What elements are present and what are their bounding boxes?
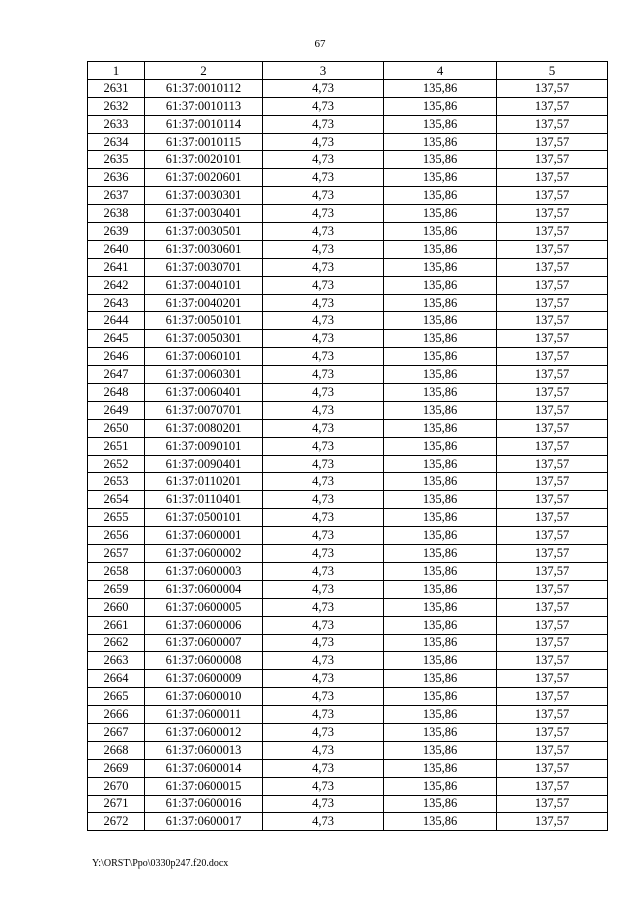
cadastral-number-cell: 61:37:0600002 — [145, 545, 263, 563]
value-cell-3: 4,73 — [263, 276, 384, 294]
value-cell-5: 137,57 — [497, 670, 608, 688]
row-number-cell: 2635 — [88, 151, 145, 169]
cadastral-number-cell: 61:37:0600003 — [145, 562, 263, 580]
cadastral-number-cell: 61:37:0030701 — [145, 258, 263, 276]
table-row — [88, 151, 608, 169]
row-number-cell: 2668 — [88, 741, 145, 759]
table-row — [88, 545, 608, 563]
row-number-cell: 2644 — [88, 312, 145, 330]
row-number-cell: 2658 — [88, 562, 145, 580]
value-cell-5: 137,57 — [497, 115, 608, 133]
value-cell-5: 137,57 — [497, 312, 608, 330]
value-cell-5: 137,57 — [497, 401, 608, 419]
page-number: 67 — [314, 38, 326, 50]
cadastral-number-cell: 61:37:0110401 — [145, 491, 263, 509]
row-number-cell: 2645 — [88, 330, 145, 348]
cadastral-number-cell: 61:37:0600006 — [145, 616, 263, 634]
cadastral-number-cell: 61:37:0040201 — [145, 294, 263, 312]
row-number-cell: 2634 — [88, 133, 145, 151]
value-cell-3: 4,73 — [263, 634, 384, 652]
value-cell-5: 137,57 — [497, 384, 608, 402]
cadastral-number-cell: 61:37:0060401 — [145, 384, 263, 402]
cadastral-number-cell: 61:37:0050101 — [145, 312, 263, 330]
value-cell-4: 135,86 — [384, 580, 497, 598]
value-cell-5: 137,57 — [497, 258, 608, 276]
row-number-cell: 2654 — [88, 491, 145, 509]
row-number-cell: 2637 — [88, 187, 145, 205]
cadastral-number-cell: 61:37:0600010 — [145, 688, 263, 706]
cadastral-number-cell: 61:37:0500101 — [145, 509, 263, 527]
value-cell-3: 4,73 — [263, 580, 384, 598]
row-number-cell: 2632 — [88, 97, 145, 115]
row-number-cell: 2639 — [88, 223, 145, 241]
table-row — [88, 652, 608, 670]
table-row — [88, 384, 608, 402]
table-row — [88, 115, 608, 133]
cadastral-number-cell: 61:37:0050301 — [145, 330, 263, 348]
table-row — [88, 580, 608, 598]
table-row — [88, 169, 608, 187]
row-number-cell: 2664 — [88, 670, 145, 688]
row-number-cell: 2672 — [88, 813, 145, 831]
cadastral-number-cell: 61:37:0010112 — [145, 79, 263, 97]
value-cell-5: 137,57 — [497, 240, 608, 258]
table-row — [88, 401, 608, 419]
value-cell-4: 135,86 — [384, 79, 497, 97]
table-row — [88, 312, 608, 330]
row-number-cell: 2647 — [88, 366, 145, 384]
table-row — [88, 419, 608, 437]
value-cell-5: 137,57 — [497, 580, 608, 598]
value-cell-5: 137,57 — [497, 419, 608, 437]
value-cell-4: 135,86 — [384, 777, 497, 795]
value-cell-5: 137,57 — [497, 741, 608, 759]
row-number-cell: 2652 — [88, 455, 145, 473]
table-row — [88, 688, 608, 706]
value-cell-3: 4,73 — [263, 795, 384, 813]
table-row — [88, 473, 608, 491]
value-cell-3: 4,73 — [263, 223, 384, 241]
value-cell-4: 135,86 — [384, 276, 497, 294]
value-cell-5: 137,57 — [497, 366, 608, 384]
row-number-cell: 2651 — [88, 437, 145, 455]
value-cell-5: 137,57 — [497, 223, 608, 241]
value-cell-4: 135,86 — [384, 455, 497, 473]
table-row — [88, 276, 608, 294]
cadastral-number-cell: 61:37:0600007 — [145, 634, 263, 652]
cadastral-number-cell: 61:37:0090101 — [145, 437, 263, 455]
value-cell-3: 4,73 — [263, 545, 384, 563]
value-cell-3: 4,73 — [263, 79, 384, 97]
value-cell-5: 137,57 — [497, 652, 608, 670]
table-row — [88, 455, 608, 473]
value-cell-3: 4,73 — [263, 562, 384, 580]
value-cell-3: 4,73 — [263, 437, 384, 455]
value-cell-3: 4,73 — [263, 616, 384, 634]
table-row — [88, 437, 608, 455]
row-number-cell: 2661 — [88, 616, 145, 634]
row-number-cell: 2648 — [88, 384, 145, 402]
value-cell-3: 4,73 — [263, 294, 384, 312]
value-cell-4: 135,86 — [384, 706, 497, 724]
value-cell-3: 4,73 — [263, 527, 384, 545]
value-cell-5: 137,57 — [497, 634, 608, 652]
row-number-cell: 2638 — [88, 205, 145, 223]
row-number-cell: 2665 — [88, 688, 145, 706]
row-number-cell: 2659 — [88, 580, 145, 598]
value-cell-3: 4,73 — [263, 133, 384, 151]
value-cell-4: 135,86 — [384, 294, 497, 312]
cadastral-number-cell: 61:37:0060101 — [145, 348, 263, 366]
cadastral-number-cell: 61:37:0110201 — [145, 473, 263, 491]
table-row — [88, 741, 608, 759]
value-cell-5: 137,57 — [497, 205, 608, 223]
value-cell-4: 135,86 — [384, 240, 497, 258]
value-cell-5: 137,57 — [497, 437, 608, 455]
value-cell-5: 137,57 — [497, 706, 608, 724]
value-cell-5: 137,57 — [497, 509, 608, 527]
value-cell-5: 137,57 — [497, 348, 608, 366]
value-cell-5: 137,57 — [497, 491, 608, 509]
table-row — [88, 706, 608, 724]
value-cell-5: 137,57 — [497, 330, 608, 348]
column-header-5: 5 — [497, 62, 608, 80]
cadastral-number-cell: 61:37:0600017 — [145, 813, 263, 831]
value-cell-3: 4,73 — [263, 706, 384, 724]
cadastral-number-cell: 61:37:0030601 — [145, 240, 263, 258]
value-cell-4: 135,86 — [384, 616, 497, 634]
cadastral-number-cell: 61:37:0600011 — [145, 706, 263, 724]
value-cell-3: 4,73 — [263, 258, 384, 276]
value-cell-4: 135,86 — [384, 527, 497, 545]
cadastral-number-cell: 61:37:0600009 — [145, 670, 263, 688]
cadastral-number-cell: 61:37:0010114 — [145, 115, 263, 133]
value-cell-4: 135,86 — [384, 97, 497, 115]
value-cell-4: 135,86 — [384, 312, 497, 330]
cadastral-number-cell: 61:37:0600001 — [145, 527, 263, 545]
row-number-cell: 2656 — [88, 527, 145, 545]
value-cell-3: 4,73 — [263, 169, 384, 187]
cadastral-number-cell: 61:37:0030501 — [145, 223, 263, 241]
table-row — [88, 670, 608, 688]
cadastral-number-cell: 61:37:0020101 — [145, 151, 263, 169]
value-cell-4: 135,86 — [384, 545, 497, 563]
row-number-cell: 2655 — [88, 509, 145, 527]
row-number-cell: 2643 — [88, 294, 145, 312]
value-cell-4: 135,86 — [384, 348, 497, 366]
row-number-cell: 2640 — [88, 240, 145, 258]
value-cell-4: 135,86 — [384, 330, 497, 348]
value-cell-4: 135,86 — [384, 401, 497, 419]
cadastral-number-cell: 61:37:0600015 — [145, 777, 263, 795]
value-cell-3: 4,73 — [263, 401, 384, 419]
row-number-cell: 2660 — [88, 598, 145, 616]
cadastral-number-cell: 61:37:0600013 — [145, 741, 263, 759]
value-cell-4: 135,86 — [384, 741, 497, 759]
value-cell-5: 137,57 — [497, 455, 608, 473]
row-number-cell: 2667 — [88, 723, 145, 741]
value-cell-3: 4,73 — [263, 759, 384, 777]
table-row — [88, 813, 608, 831]
value-cell-3: 4,73 — [263, 688, 384, 706]
value-cell-5: 137,57 — [497, 562, 608, 580]
value-cell-5: 137,57 — [497, 777, 608, 795]
value-cell-5: 137,57 — [497, 598, 608, 616]
table-row — [88, 205, 608, 223]
cadastral-number-cell: 61:37:0600014 — [145, 759, 263, 777]
value-cell-5: 137,57 — [497, 759, 608, 777]
value-cell-4: 135,86 — [384, 419, 497, 437]
cadastral-number-cell: 61:37:0040101 — [145, 276, 263, 294]
cadastral-number-cell: 61:37:0060301 — [145, 366, 263, 384]
value-cell-4: 135,86 — [384, 598, 497, 616]
value-cell-3: 4,73 — [263, 330, 384, 348]
value-cell-4: 135,86 — [384, 437, 497, 455]
row-number-cell: 2642 — [88, 276, 145, 294]
row-number-cell: 2646 — [88, 348, 145, 366]
value-cell-5: 137,57 — [497, 169, 608, 187]
table-row — [88, 348, 608, 366]
value-cell-4: 135,86 — [384, 169, 497, 187]
value-cell-4: 135,86 — [384, 187, 497, 205]
cadastral-number-cell: 61:37:0010115 — [145, 133, 263, 151]
value-cell-5: 137,57 — [497, 688, 608, 706]
value-cell-3: 4,73 — [263, 205, 384, 223]
value-cell-4: 135,86 — [384, 133, 497, 151]
row-number-cell: 2663 — [88, 652, 145, 670]
cadastral-number-cell: 61:37:0600016 — [145, 795, 263, 813]
table-row — [88, 491, 608, 509]
value-cell-4: 135,86 — [384, 223, 497, 241]
value-cell-3: 4,73 — [263, 419, 384, 437]
table-row — [88, 598, 608, 616]
row-number-cell: 2666 — [88, 706, 145, 724]
footer-file-path: Y:\ORST\Ppo\0330p247.f20.docx — [92, 858, 229, 869]
value-cell-3: 4,73 — [263, 97, 384, 115]
value-cell-5: 137,57 — [497, 723, 608, 741]
value-cell-3: 4,73 — [263, 455, 384, 473]
value-cell-3: 4,73 — [263, 813, 384, 831]
value-cell-3: 4,73 — [263, 366, 384, 384]
column-header-3: 3 — [263, 62, 384, 80]
cadastral-number-cell: 61:37:0600008 — [145, 652, 263, 670]
row-number-cell: 2650 — [88, 419, 145, 437]
column-header-4: 4 — [384, 62, 497, 80]
cadastral-number-cell: 61:37:0600012 — [145, 723, 263, 741]
table-row — [88, 240, 608, 258]
value-cell-4: 135,86 — [384, 652, 497, 670]
table-row — [88, 79, 608, 97]
value-cell-3: 4,73 — [263, 312, 384, 330]
row-number-cell: 2657 — [88, 545, 145, 563]
row-number-cell: 2653 — [88, 473, 145, 491]
value-cell-4: 135,86 — [384, 723, 497, 741]
value-cell-4: 135,86 — [384, 473, 497, 491]
table-row — [88, 133, 608, 151]
row-number-cell: 2670 — [88, 777, 145, 795]
value-cell-5: 137,57 — [497, 294, 608, 312]
value-cell-4: 135,86 — [384, 795, 497, 813]
cadastral-number-cell: 61:37:0030301 — [145, 187, 263, 205]
table-row — [88, 258, 608, 276]
value-cell-3: 4,73 — [263, 473, 384, 491]
table-row — [88, 723, 608, 741]
row-number-cell: 2641 — [88, 258, 145, 276]
row-number-cell: 2649 — [88, 401, 145, 419]
cadastral-number-cell: 61:37:0030401 — [145, 205, 263, 223]
value-cell-3: 4,73 — [263, 509, 384, 527]
cadastral-number-cell: 61:37:0080201 — [145, 419, 263, 437]
table-row — [88, 616, 608, 634]
row-number-cell: 2636 — [88, 169, 145, 187]
value-cell-5: 137,57 — [497, 473, 608, 491]
value-cell-3: 4,73 — [263, 151, 384, 169]
value-cell-5: 137,57 — [497, 545, 608, 563]
value-cell-3: 4,73 — [263, 723, 384, 741]
value-cell-3: 4,73 — [263, 115, 384, 133]
value-cell-4: 135,86 — [384, 509, 497, 527]
cadastral-number-cell: 61:37:0070701 — [145, 401, 263, 419]
table-row — [88, 366, 608, 384]
value-cell-5: 137,57 — [497, 133, 608, 151]
value-cell-5: 137,57 — [497, 813, 608, 831]
cadastral-number-cell: 61:37:0010113 — [145, 97, 263, 115]
value-cell-4: 135,86 — [384, 115, 497, 133]
value-cell-5: 137,57 — [497, 616, 608, 634]
table-row — [88, 795, 608, 813]
row-number-cell: 2671 — [88, 795, 145, 813]
row-number-cell: 2633 — [88, 115, 145, 133]
table-row — [88, 509, 608, 527]
table-row — [88, 330, 608, 348]
value-cell-4: 135,86 — [384, 205, 497, 223]
value-cell-3: 4,73 — [263, 598, 384, 616]
row-number-cell: 2662 — [88, 634, 145, 652]
value-cell-4: 135,86 — [384, 562, 497, 580]
value-cell-5: 137,57 — [497, 276, 608, 294]
table-row — [88, 294, 608, 312]
value-cell-4: 135,86 — [384, 670, 497, 688]
cadastral-number-cell: 61:37:0600004 — [145, 580, 263, 598]
table-header-row — [88, 62, 608, 80]
value-cell-3: 4,73 — [263, 777, 384, 795]
value-cell-4: 135,86 — [384, 491, 497, 509]
cadastral-number-cell: 61:37:0600005 — [145, 598, 263, 616]
value-cell-5: 137,57 — [497, 151, 608, 169]
value-cell-4: 135,86 — [384, 813, 497, 831]
table-row — [88, 562, 608, 580]
row-number-cell: 2669 — [88, 759, 145, 777]
value-cell-5: 137,57 — [497, 187, 608, 205]
table-row — [88, 777, 608, 795]
value-cell-4: 135,86 — [384, 366, 497, 384]
table-row — [88, 97, 608, 115]
value-cell-3: 4,73 — [263, 652, 384, 670]
table-row — [88, 223, 608, 241]
table-row — [88, 759, 608, 777]
table-body — [88, 79, 608, 830]
value-cell-4: 135,86 — [384, 384, 497, 402]
cadastral-number-cell: 61:37:0090401 — [145, 455, 263, 473]
value-cell-5: 137,57 — [497, 97, 608, 115]
value-cell-4: 135,86 — [384, 258, 497, 276]
table-row — [88, 187, 608, 205]
cadastral-number-cell: 61:37:0020601 — [145, 169, 263, 187]
value-cell-3: 4,73 — [263, 491, 384, 509]
value-cell-4: 135,86 — [384, 634, 497, 652]
value-cell-3: 4,73 — [263, 384, 384, 402]
value-cell-4: 135,86 — [384, 688, 497, 706]
table-row — [88, 527, 608, 545]
column-header-1: 1 — [88, 62, 145, 80]
value-cell-3: 4,73 — [263, 187, 384, 205]
value-cell-3: 4,73 — [263, 348, 384, 366]
data-table — [87, 61, 608, 831]
value-cell-3: 4,73 — [263, 240, 384, 258]
value-cell-5: 137,57 — [497, 527, 608, 545]
value-cell-4: 135,86 — [384, 759, 497, 777]
value-cell-5: 137,57 — [497, 795, 608, 813]
row-number-cell: 2631 — [88, 79, 145, 97]
value-cell-3: 4,73 — [263, 670, 384, 688]
column-header-2: 2 — [145, 62, 263, 80]
value-cell-5: 137,57 — [497, 79, 608, 97]
table-row — [88, 634, 608, 652]
value-cell-4: 135,86 — [384, 151, 497, 169]
value-cell-3: 4,73 — [263, 741, 384, 759]
